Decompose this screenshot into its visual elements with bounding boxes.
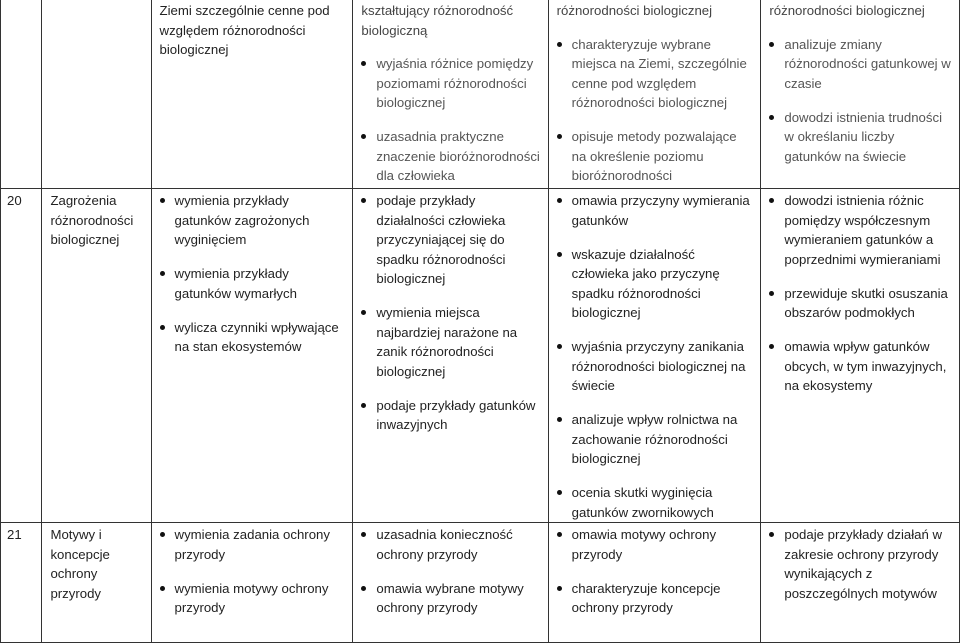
bullet-icon <box>160 198 165 203</box>
list-item: wylicza czynniki wpływające na stan ekosystemów <box>160 318 347 357</box>
bullet-icon <box>557 532 562 537</box>
continuation-text: kształtujący różnorodność biologiczną <box>361 3 514 38</box>
list-item: podaje przykłady działalności człowieka przyczyniającej się do spadku różnorodności biologicznej <box>361 191 541 289</box>
list-item: przewiduje skutki osuszania obszarów podmokłych <box>769 284 953 323</box>
requirements-extended-cell <box>353 523 548 643</box>
requirements-basic-cell <box>151 523 353 643</box>
bullet-icon <box>557 42 562 47</box>
bullet-icon <box>361 198 366 203</box>
table-row <box>1 523 960 643</box>
list-item: dowodzi istnienia trudności w określaniu liczby gatunków na świecie <box>769 108 953 167</box>
continuation-text: Ziemi szczególnie cenne pod względem różnorodności biologicznej <box>159 3 330 57</box>
list-item: ocenia skutki wyginięcia gatunków zwornikowych <box>557 483 755 522</box>
continuation-text: różnorodności biologicznej <box>556 3 713 18</box>
list-item: charakteryzuje koncepcje ochrony przyrody <box>557 579 755 618</box>
list-item: wymienia motywy ochrony przyrody <box>160 579 347 618</box>
list-item: wskazuje działalność człowieka jako przyczynę spadku różnorodności biologicznej <box>557 245 755 323</box>
topic-cell <box>42 0 151 189</box>
list-item: charakteryzuje wybrane miejsca na Ziemi, szczególnie cenne pod względem różnorodności biologicznej <box>557 35 755 113</box>
bullet-icon <box>361 586 366 591</box>
list-item: podaje przykłady gatunków inwazyjnych <box>361 396 541 435</box>
bullet-icon <box>769 532 774 537</box>
topic-cell: Motywy i koncepcje ochrony przyrody <box>42 523 151 643</box>
list-item: wymienia zadania ochrony przyrody <box>160 525 347 564</box>
bullet-icon <box>160 325 165 330</box>
topic-cell: Zagrożenia różnorodności biologicznej <box>42 189 151 523</box>
continuation-text: różnorodności biologicznej <box>769 3 925 18</box>
bullet-icon <box>769 198 774 203</box>
bullet-icon <box>557 198 562 203</box>
bullet-icon <box>769 115 774 120</box>
table-row <box>1 189 960 523</box>
bullet-icon <box>361 310 366 315</box>
requirements-full-cell <box>548 523 761 643</box>
requirements-extended-cell <box>353 189 548 523</box>
row-number-cell: 21 <box>1 523 42 643</box>
requirements-basic-cell <box>151 0 353 189</box>
bullet-icon <box>557 344 562 349</box>
bullet-icon <box>160 532 165 537</box>
bullet-icon <box>160 271 165 276</box>
list-item: uzasadnia praktyczne znaczenie bioróżnorodności dla człowieka <box>361 127 541 186</box>
requirements-basic-cell <box>151 189 353 523</box>
bullet-icon <box>361 61 366 66</box>
bullet-icon <box>361 134 366 139</box>
bullet-icon <box>361 403 366 408</box>
bullet-icon <box>769 344 774 349</box>
requirements-full-cell <box>548 189 761 523</box>
list-item: dowodzi istnienia różnic pomiędzy współczesnym wymieraniem gatunków a poprzednimi wymieraniami <box>769 191 953 269</box>
requirements-full-cell <box>548 0 761 189</box>
bullet-icon <box>557 417 562 422</box>
list-item: uzasadnia konieczność ochrony przyrody <box>361 525 541 564</box>
bullet-icon <box>769 291 774 296</box>
list-item: wymienia przykłady gatunków wymarłych <box>160 264 347 303</box>
bullet-icon <box>557 134 562 139</box>
list-item: wyjaśnia przyczyny zanikania różnorodności biologicznej na świecie <box>557 337 755 396</box>
list-item: omawia wybrane motywy ochrony przyrody <box>361 579 541 618</box>
list-item: wyjaśnia różnice pomiędzy poziomami różnorodności biologicznej <box>361 54 541 113</box>
requirements-advanced-cell <box>761 523 960 643</box>
bullet-icon <box>557 586 562 591</box>
bullet-icon <box>160 586 165 591</box>
list-item: omawia motywy ochrony przyrody <box>557 525 755 564</box>
list-item: wymienia przykłady gatunków zagrożonych wyginięciem <box>160 191 347 250</box>
list-item: analizuje wpływ rolnictwa na zachowanie różnorodności biologicznej <box>557 410 755 469</box>
row-number-cell: 20 <box>1 189 42 523</box>
list-item: omawia wpływ gatunków obcych, w tym inwazyjnych, na ekosystemy <box>769 337 953 396</box>
bullet-icon <box>557 252 562 257</box>
list-item: opisuje metody pozwalające na określenie poziomu bioróżnorodności <box>557 127 755 186</box>
requirements-advanced-cell <box>761 189 960 523</box>
requirements-advanced-cell <box>761 0 960 189</box>
bullet-icon <box>361 532 366 537</box>
list-item: podaje przykłady działań w zakresie ochrony przyrody wynikających z poszczególnych motywów <box>769 525 953 603</box>
bullet-icon <box>769 42 774 47</box>
list-item: analizuje zmiany różnorodności gatunkowej w czasie <box>769 35 953 94</box>
list-item: omawia przyczyny wymierania gatunków <box>557 191 755 230</box>
requirements-extended-cell <box>353 0 548 189</box>
row-number-cell <box>1 0 42 189</box>
table-row <box>1 0 960 189</box>
list-item: wymienia miejsca najbardziej narażone na zanik różnorodności biologicznej <box>361 303 541 381</box>
bullet-icon <box>557 490 562 495</box>
